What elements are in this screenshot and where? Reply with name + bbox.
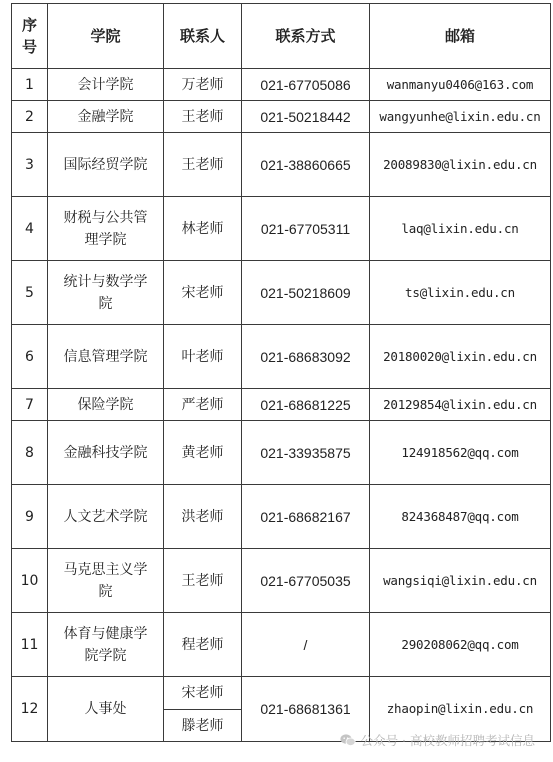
table-header-row [12, 4, 551, 69]
row-email: laq@lixin.edu.cn [370, 197, 551, 261]
table-row [12, 197, 551, 261]
row-email: ts@lixin.edu.cn [370, 261, 551, 325]
header-index: 序号 [12, 4, 48, 69]
row-index: 1 [12, 69, 48, 101]
row-contact: 王老师 [164, 549, 242, 613]
row-email: wangyunhe@lixin.edu.cn [370, 101, 551, 133]
row-college: 马克思主义学院 [48, 549, 164, 613]
row-contact: 王老师 [164, 101, 242, 133]
table-row [12, 421, 551, 485]
row-contact: 洪老师 [164, 485, 242, 549]
row-email: 20089830@lixin.edu.cn [370, 133, 551, 197]
row-contact: 王老师 [164, 133, 242, 197]
table-row [12, 613, 551, 677]
row-contact: 万老师 [164, 69, 242, 101]
row-email: 20129854@lixin.edu.cn [370, 389, 551, 421]
row-college: 信息管理学院 [48, 325, 164, 389]
row-phone: 021-50218609 [242, 261, 370, 325]
row-phone: 021-68683092 [242, 325, 370, 389]
row-email: 124918562@qq.com [370, 421, 551, 485]
row-phone: 021-68681361 [242, 677, 370, 742]
row-index: 10 [12, 549, 48, 613]
row-college: 财税与公共管理学院 [48, 197, 164, 261]
table-row [12, 677, 551, 710]
table-row [12, 261, 551, 325]
row-college: 体育与健康学院学院 [48, 613, 164, 677]
row-index: 5 [12, 261, 48, 325]
row-phone: 021-33935875 [242, 421, 370, 485]
table-row [12, 133, 551, 197]
row-college: 金融科技学院 [48, 421, 164, 485]
row-college: 金融学院 [48, 101, 164, 133]
table-row [12, 389, 551, 421]
table-row [12, 549, 551, 613]
table-row [12, 485, 551, 549]
header-email: 邮箱 [370, 4, 551, 69]
watermark-text: 公众号 · 高校教师招聘考试信息 [360, 733, 535, 748]
row-phone: 021-67705311 [242, 197, 370, 261]
row-email: 290208062@qq.com [370, 613, 551, 677]
header-phone: 联系方式 [242, 4, 370, 69]
row-index: 2 [12, 101, 48, 133]
row-email: 20180020@lixin.edu.cn [370, 325, 551, 389]
table-row [12, 69, 551, 101]
row-phone: 021-38860665 [242, 133, 370, 197]
header-contact: 联系人 [164, 4, 242, 69]
row-index: 6 [12, 325, 48, 389]
row-college: 人文艺术学院 [48, 485, 164, 549]
row-contact: 宋老师 [164, 677, 242, 710]
row-contact: 滕老师 [164, 710, 242, 742]
table-row [12, 101, 551, 133]
row-index: 3 [12, 133, 48, 197]
row-index: 12 [12, 677, 48, 742]
row-phone: / [242, 613, 370, 677]
header-college: 学院 [48, 4, 164, 69]
row-contact: 宋老师 [164, 261, 242, 325]
table-row [12, 325, 551, 389]
row-college: 保险学院 [48, 389, 164, 421]
row-phone: 021-67705035 [242, 549, 370, 613]
row-index: 4 [12, 197, 48, 261]
row-email: wangsiqi@lixin.edu.cn [370, 549, 551, 613]
row-college: 会计学院 [48, 69, 164, 101]
row-phone: 021-68681225 [242, 389, 370, 421]
row-college: 国际经贸学院 [48, 133, 164, 197]
row-index: 7 [12, 389, 48, 421]
row-phone: 021-50218442 [242, 101, 370, 133]
row-email: 824368487@qq.com [370, 485, 551, 549]
row-contact: 叶老师 [164, 325, 242, 389]
row-college: 人事处 [48, 677, 164, 742]
row-phone: 021-68682167 [242, 485, 370, 549]
row-contact: 严老师 [164, 389, 242, 421]
row-email: zhaopin@lixin.edu.cn [370, 677, 551, 742]
row-contact: 黄老师 [164, 421, 242, 485]
row-index: 9 [12, 485, 48, 549]
contacts-table [11, 3, 551, 742]
row-phone: 021-67705086 [242, 69, 370, 101]
row-contact: 程老师 [164, 613, 242, 677]
row-email: wanmanyu0406@163.com [370, 69, 551, 101]
row-index: 8 [12, 421, 48, 485]
row-contact: 林老师 [164, 197, 242, 261]
row-index: 11 [12, 613, 48, 677]
row-college: 统计与数学学院 [48, 261, 164, 325]
